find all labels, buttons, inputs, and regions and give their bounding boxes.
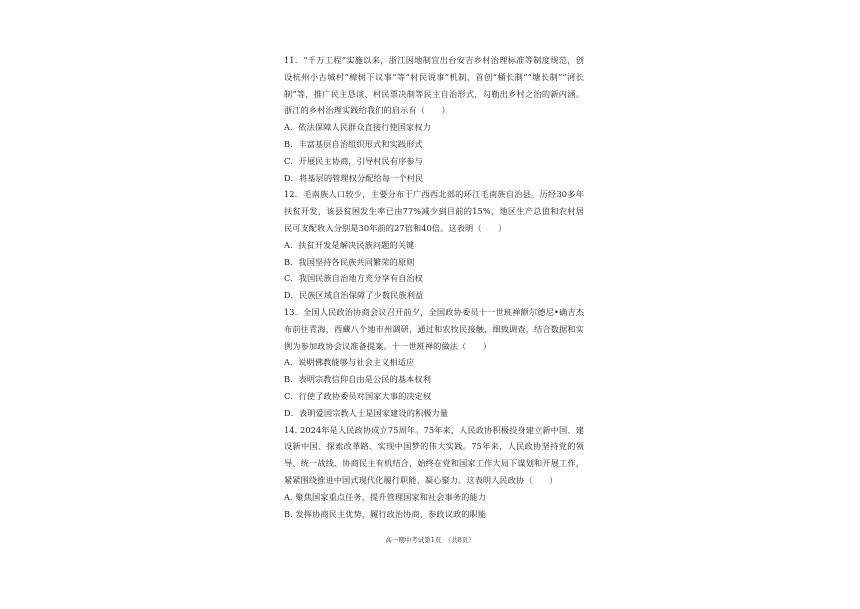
option-b: B．表明宗教信仰自由是公民的基本权利	[284, 374, 432, 385]
option-a: A．说明佛教能够与社会主义相适应	[284, 357, 415, 368]
option-d: D．将基层的管理权分配给每一个村民	[284, 172, 424, 183]
question-14	[284, 422, 584, 523]
question-12	[284, 186, 584, 304]
option-b: B．我国坚持各民族共同繁荣的原则	[284, 256, 415, 267]
option-c: C．我国民族自治地方充分享有自治权	[284, 273, 423, 284]
question-stem: 13．全国人民政治协商会议召开前夕，全国政协委员十一世班禅额尔德尼•确吉杰布前往青海、西藏八个地市州调研，通过和农牧民接触，细致调查，结合数据和实例为参加政协会议准备提案。十一世班禅的做法（ ）	[284, 306, 584, 351]
option-a: A．扶贫开发是解决民族问题的关键	[284, 239, 415, 250]
option-b: B. 发挥协商民主优势，履行政治协商、参政议政的职能	[284, 508, 487, 519]
question-stem: 12．毛南族人口较少，主要分布于广西西北部的环江毛南族自治县。历经30多年扶贫开发，该县贫困发生率已由77%减少到目前的15%，地区生产总值和农村居民可支配收入分别是30年前的27倍和40倍。这表明（ ）	[284, 189, 584, 233]
question-list	[284, 52, 584, 522]
question-stem: 11．“千万工程”实施以来，浙江因地制宜出台安吉乡村治理标准等制度规范，创设杭州小古城村“樟树下议事”等“村民说事”机制，首创“桶长制”“塘长制”“河长制”等，推广民主恳谈、村民票决制等民主自治形式，勾勒出乡村之治的新内涵。浙江的乡村治理实践给我们的启示有（ ）	[284, 55, 584, 116]
option-d: D．表明爱国宗教人士是国家建设的积极力量	[284, 407, 449, 418]
question-13	[284, 304, 584, 422]
question-stem: 14. 2024年是人民政协成立75周年。75年来，人民政协积极投身建立新中国、建设新中国、探索改革路、实现中国梦的伟大实践。75年来，人民政协坚持党的领导、统一战线、协商民主有机结合，始终在党和国家工作大局下谋划和开展工作，紧紧围绕推进中国式现代化履行职能、凝心聚力。这表明人民政协（ ）	[284, 424, 584, 485]
option-a: A. 聚焦国家重点任务，提升管理国家和社会事务的能力	[284, 491, 487, 502]
page-footer: 高一期中考试第1页 （共8页）	[385, 536, 475, 544]
question-11	[284, 52, 584, 186]
option-c: C．行使了政协委员对国家大事的决定权	[284, 390, 432, 401]
option-d: D．民族区域自治保障了少数民族利益	[284, 290, 424, 301]
option-a: A．依法保障人民群众直接行使国家权力	[284, 122, 431, 133]
option-b: B．丰富基层自治组织形式和实践形式	[284, 138, 423, 149]
option-c: C．开展民主协商，引导村民有序参与	[284, 155, 423, 166]
